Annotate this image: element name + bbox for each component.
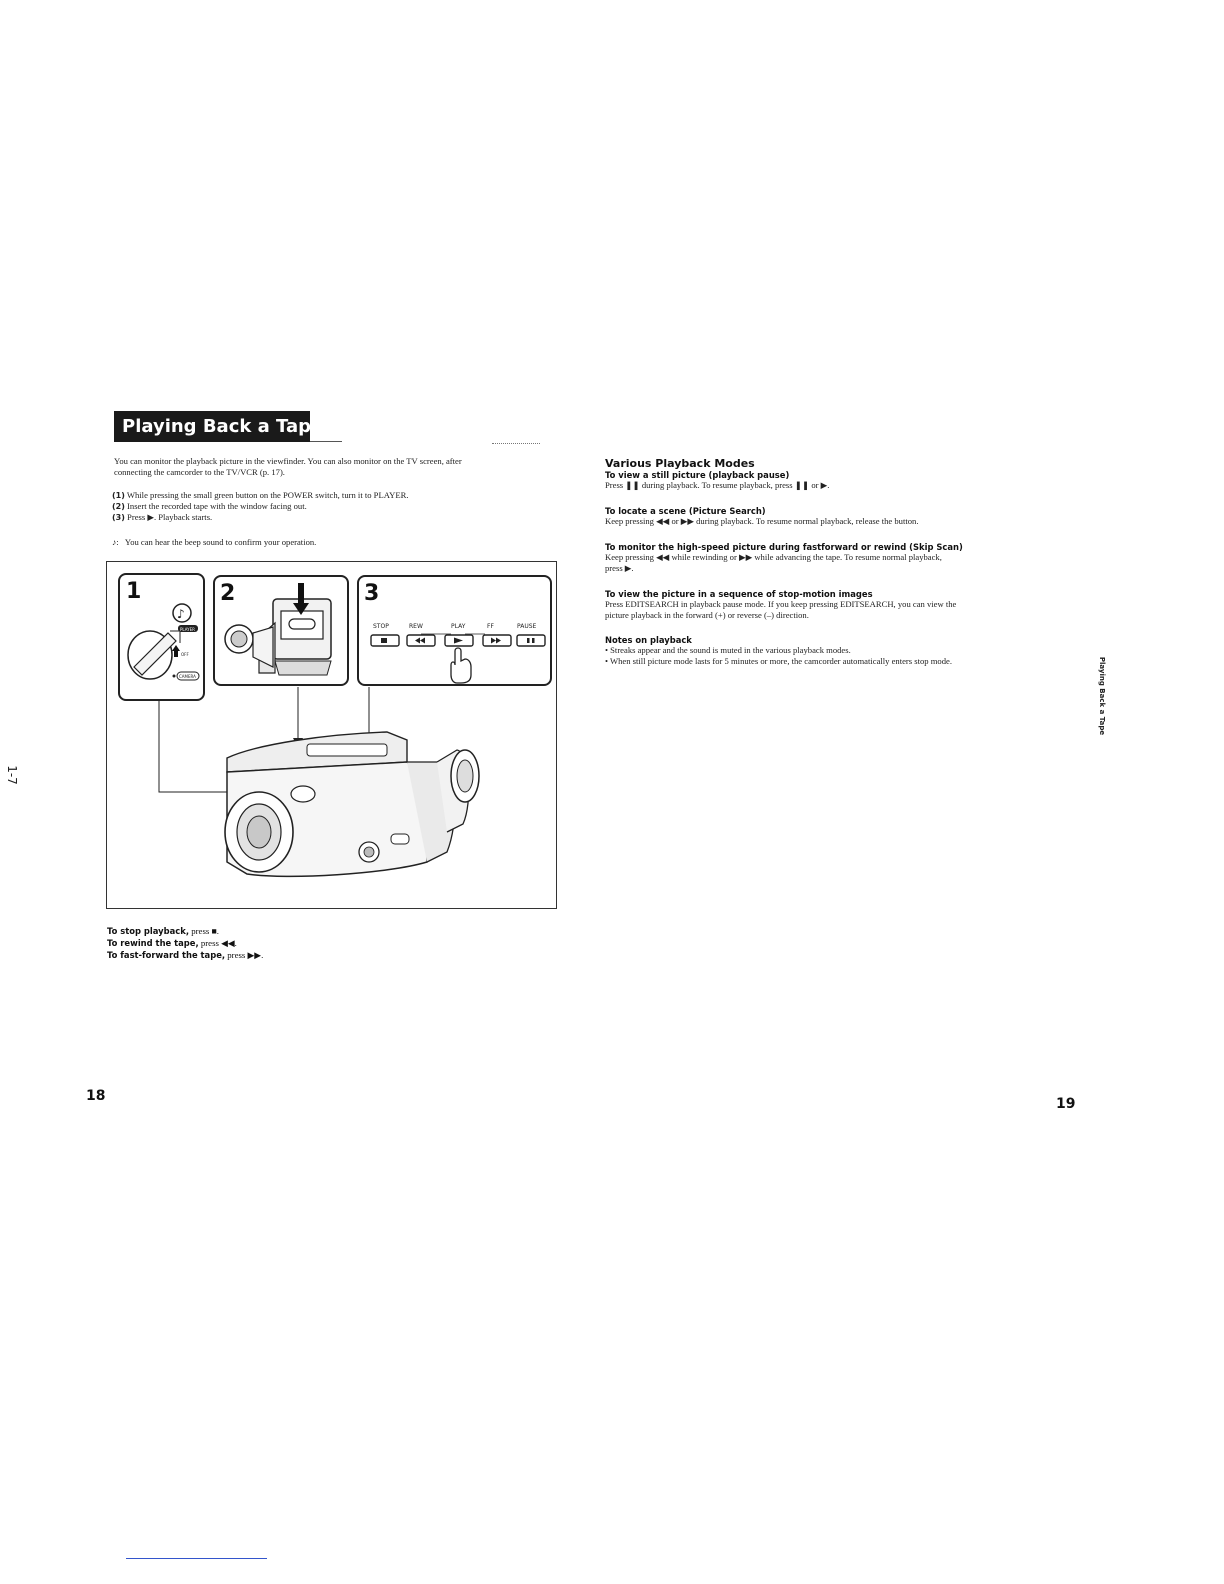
step-2-text: Insert the recorded tape with the window facing out. (127, 501, 307, 511)
page-title: Playing Back a Tape (114, 411, 310, 442)
section-title: To view the picture in a sequence of stop-motion images (605, 589, 873, 599)
panel-2-number: 2 (220, 581, 236, 606)
step-2 (112, 501, 552, 512)
svg-text:♪: ♪ (177, 607, 185, 621)
caption-rewind-rest: press ◀◀. (198, 938, 237, 948)
section-line: Keep pressing ◀◀ while rewinding or ▶▶ while advancing the tape. To resume normal playback, (605, 552, 942, 562)
intro-line-2: connecting the camcorder to the TV/VCR (p. 17). (114, 467, 285, 477)
margin-mark: 1-7 (5, 765, 19, 785)
section-title: To monitor the high-speed picture during fastforward or rewind (Skip Scan) (605, 542, 963, 552)
section-title: To locate a scene (Picture Search) (605, 506, 766, 516)
section-line: Press EDITSEARCH in playback pause mode. If you keep pressing EDITSEARCH, you can view the (605, 599, 957, 609)
title-rule (310, 441, 342, 442)
note-line: • Streaks appear and the sound is muted in the various playback modes. (605, 645, 851, 655)
illustration-frame (106, 561, 557, 909)
off-label: OFF (181, 652, 189, 657)
note-line: • When still picture mode lasts for 5 minutes or more, the camcorder automatically enters stop mode. (605, 656, 952, 666)
caption-stop-rest: press ■. (189, 926, 220, 936)
intro-line-1: You can monitor the playback picture in the viewfinder. You can also monitor on the TV screen, after (114, 456, 462, 466)
section-title: Notes on playback (605, 635, 692, 645)
bottom-rule (126, 1558, 267, 1559)
caption-ff-bold: To fast-forward the tape, (107, 950, 226, 960)
ff-label: FF (487, 623, 494, 630)
caption-stop (107, 925, 263, 937)
step-3-text: Press ▶. Playback starts. (127, 512, 213, 522)
step-3 (112, 512, 552, 523)
camcorder-illustration (107, 562, 556, 908)
note-text: You can hear the beep sound to confirm your operation. (124, 537, 317, 547)
section-notes (605, 635, 1065, 667)
right-page-heading: Various Playback Modes (605, 457, 755, 470)
side-tab-label: Playing Back a Tape (1098, 656, 1106, 736)
section-line: press ▶. (605, 563, 634, 573)
section-line: picture playback in the forward (+) or reverse (–) direction. (605, 610, 809, 620)
panel-3-number: 3 (364, 581, 380, 606)
section-picture-search (605, 506, 1065, 527)
section-title: To view a still picture (playback pause) (605, 470, 790, 480)
step-1-text: While pressing the small green button on the POWER switch, turn it to PLAYER. (126, 490, 409, 500)
caption-rewind-bold: To rewind the tape, (107, 938, 199, 948)
section-line: Press ❚❚ during playback. To resume playback, press ❚❚ or ▶. (605, 480, 830, 490)
step-1 (112, 490, 552, 501)
page-number-right: 19 (1056, 1096, 1076, 1112)
step-1-number: (1) (112, 491, 125, 500)
page-number-left: 18 (86, 1088, 106, 1104)
section-skip-scan (605, 542, 1065, 574)
rew-label: REW (409, 623, 423, 630)
pause-label: PAUSE (517, 623, 537, 630)
beep-note (112, 537, 316, 548)
stop-label: STOP (373, 623, 389, 630)
caption-rewind (107, 937, 263, 949)
steps-list (112, 490, 552, 523)
section-still-picture (605, 470, 1065, 491)
caption-stop-bold: To stop playback, (107, 926, 190, 936)
player-label: PLAYER (180, 627, 195, 632)
play-label: PLAY (451, 623, 466, 630)
section-stop-motion (605, 589, 1065, 621)
intro-paragraph (114, 456, 554, 478)
title-dotted-rule (492, 443, 540, 444)
step-3-number: (3) (112, 513, 125, 522)
captions (107, 925, 263, 961)
note-icon: ♪: (112, 537, 119, 547)
camera-label: CAMERA (179, 674, 196, 679)
section-line: Keep pressing ◀◀ or ▶▶ during playback. To resume normal playback, release the button. (605, 516, 919, 526)
caption-fast-forward (107, 949, 263, 961)
step-2-number: (2) (112, 502, 125, 511)
panel-1-number: 1 (126, 579, 142, 604)
caption-ff-rest: press ▶▶. (225, 950, 264, 960)
